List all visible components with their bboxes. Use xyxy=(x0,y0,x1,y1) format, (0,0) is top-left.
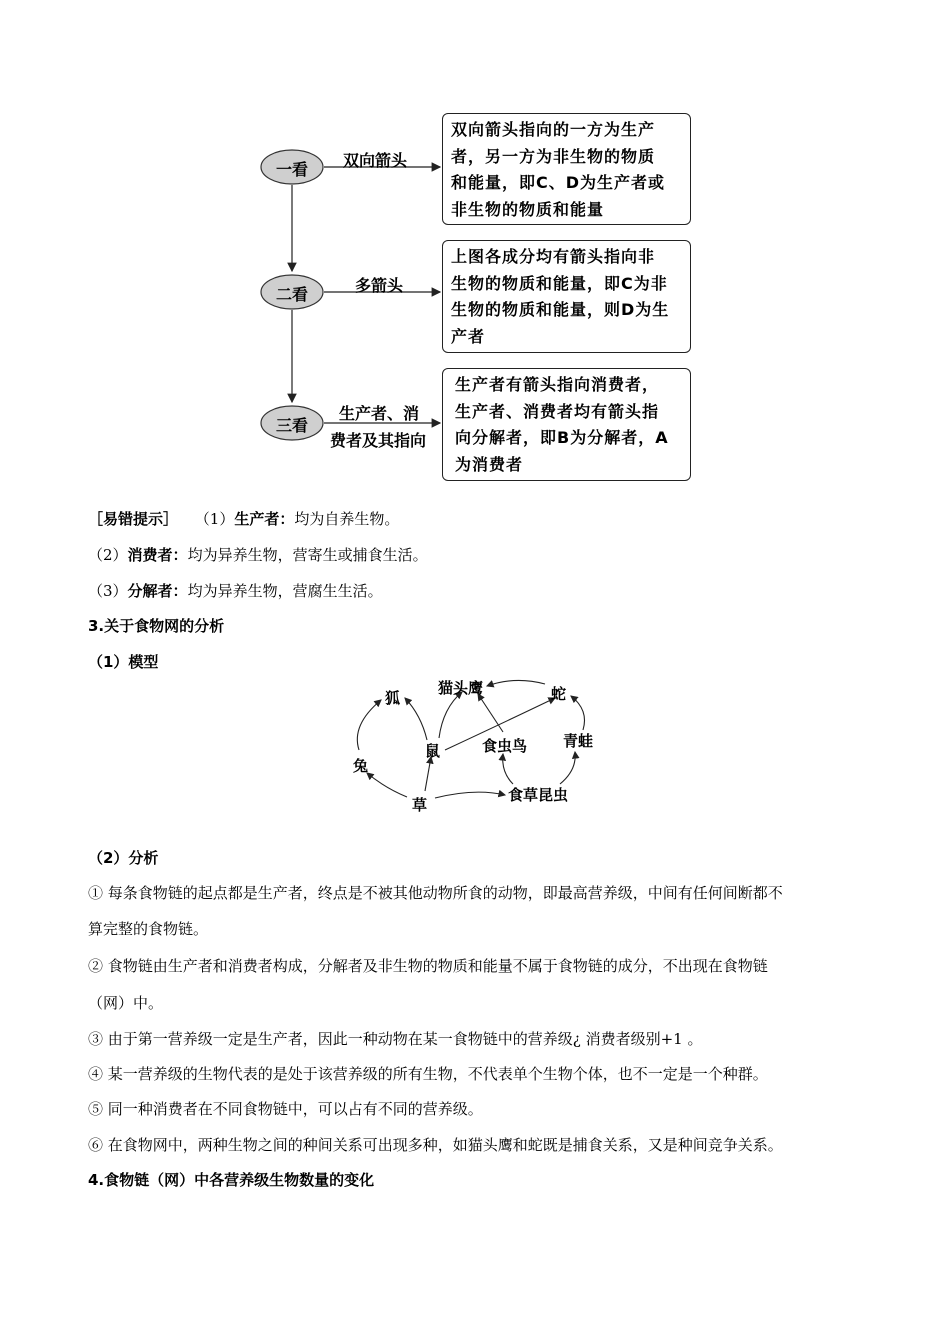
arrow-rabbit-fox xyxy=(357,700,381,750)
arrow-grass-mouse xyxy=(425,757,431,791)
arrow-mouse-owl xyxy=(439,692,462,738)
step1-box-line: 双向箭头指向的一方为生产 xyxy=(451,120,656,139)
node-bird: 食虫鸟 xyxy=(482,737,528,755)
step2-label: 二看 xyxy=(275,285,308,304)
step3-arrow-label-line1: 生产者、消 xyxy=(339,404,420,423)
node-mouse: 鼠 xyxy=(425,742,441,760)
analysis-line: （网）中。 xyxy=(88,994,164,1012)
step3-arrow-label-line2: 费者及其指向 xyxy=(330,431,427,450)
analysis-line: ① 每条食物链的起点都是生产者，终点是不被其他动物所食的动物，即最高营养级，中间有任何间断都不 xyxy=(88,884,783,902)
step3-box-line: 为消费者 xyxy=(455,454,524,474)
tip-term: 消费者： xyxy=(127,546,188,564)
arrow-bird-owl xyxy=(478,694,503,732)
step1-label: 一看 xyxy=(275,160,308,179)
step2-arrow-label: 多箭头 xyxy=(355,276,404,295)
analysis-line: ③ 由于第一营养级一定是生产者，因此一种动物在某一食物链中的营养级¿ 消费者级别+1 。 xyxy=(88,1030,703,1048)
arrow-snake-owl xyxy=(487,680,545,686)
tip-line-3 xyxy=(88,580,383,601)
step2-box xyxy=(442,240,691,353)
arrow-insect-frog xyxy=(560,752,575,784)
analysis-line: ② 食物链由生产者和消费者构成，分解者及非生物的物质和能量不属于食物链的成分，不出现在食物链 xyxy=(88,957,768,975)
tip-line-1 xyxy=(88,508,399,529)
tip-text: 均为自养生物。 xyxy=(294,510,400,528)
section3-sub1: （1）模型 xyxy=(88,653,159,671)
tip-num: （3） xyxy=(88,582,128,600)
step2-box-line: 产者 xyxy=(451,326,486,346)
node-insect: 食草昆虫 xyxy=(508,786,569,804)
step3-box-line: 生产者有箭头指向消费者， xyxy=(455,375,660,394)
analysis-line: ④ 某一营养级的生物代表的是处于该营养级的所有生物，不代表单个生物个体，也不一定是一个种群。 xyxy=(88,1065,768,1083)
step3-box-line: 向分解者，即B为分解者，A xyxy=(455,428,669,447)
step3-box xyxy=(442,368,691,481)
analysis-line: ⑤ 同一种消费者在不同食物链中，可以占有不同的营养级。 xyxy=(88,1100,483,1118)
node-rabbit: 兔 xyxy=(353,757,369,775)
step2-box-line: 生物的物质和能量，则D为生 xyxy=(451,300,670,319)
tip-num: （2） xyxy=(88,546,128,564)
step1-box-line: 者，另一方为非生物的物质 xyxy=(451,146,656,166)
node-owl: 猫头鹰 xyxy=(438,679,484,697)
step1-box-line: 非生物的物质和能量 xyxy=(451,199,605,219)
tip-num: （1） xyxy=(194,510,235,528)
tip-header: ［易错提示］ xyxy=(88,510,179,528)
node-snake: 蛇 xyxy=(551,685,567,703)
analysis-line: ⑥ 在食物网中，两种生物之间的种间关系可出现多种，如猫头鹰和蛇既是捕食关系，又是种间竞争关系。 xyxy=(88,1136,783,1154)
node-frog: 青蛙 xyxy=(563,732,594,750)
arrow-frog-snake xyxy=(571,696,585,730)
arrow-mouse-fox xyxy=(405,698,427,740)
step1-box-line: 和能量，即C、D为生产者或 xyxy=(451,173,666,192)
section3-sub2: （2）分析 xyxy=(88,849,159,867)
tip-line-2 xyxy=(88,544,428,565)
tip-term: 生产者： xyxy=(234,510,295,528)
step2-box-line: 上图各成分均有箭头指向非 xyxy=(451,247,656,266)
step1-box xyxy=(442,113,691,225)
section3-title: 3.关于食物网的分析 xyxy=(88,617,225,635)
tip-text: 均为异养生物，营腐生生活。 xyxy=(187,582,383,600)
tip-term: 分解者： xyxy=(127,582,188,600)
step3-box-line: 生产者、消费者均有箭头指 xyxy=(455,401,660,421)
analysis-line: 算完整的食物链。 xyxy=(88,920,209,938)
tip-text: 均为异养生物，营寄生或捕食生活。 xyxy=(187,546,428,564)
arrow-insect-bird xyxy=(503,754,513,784)
step1-arrow-label: 双向箭头 xyxy=(343,151,408,170)
step2-box-line: 生物的物质和能量，即C为非 xyxy=(451,273,668,293)
node-grass: 草 xyxy=(412,796,428,814)
node-fox: 狐 xyxy=(385,689,401,707)
arrow-grass-insect xyxy=(435,792,505,798)
section4-title: 4.食物链（网）中各营养级生物数量的变化 xyxy=(88,1171,375,1189)
step3-label: 三看 xyxy=(275,416,308,435)
arrow-grass-rabbit xyxy=(367,773,407,797)
